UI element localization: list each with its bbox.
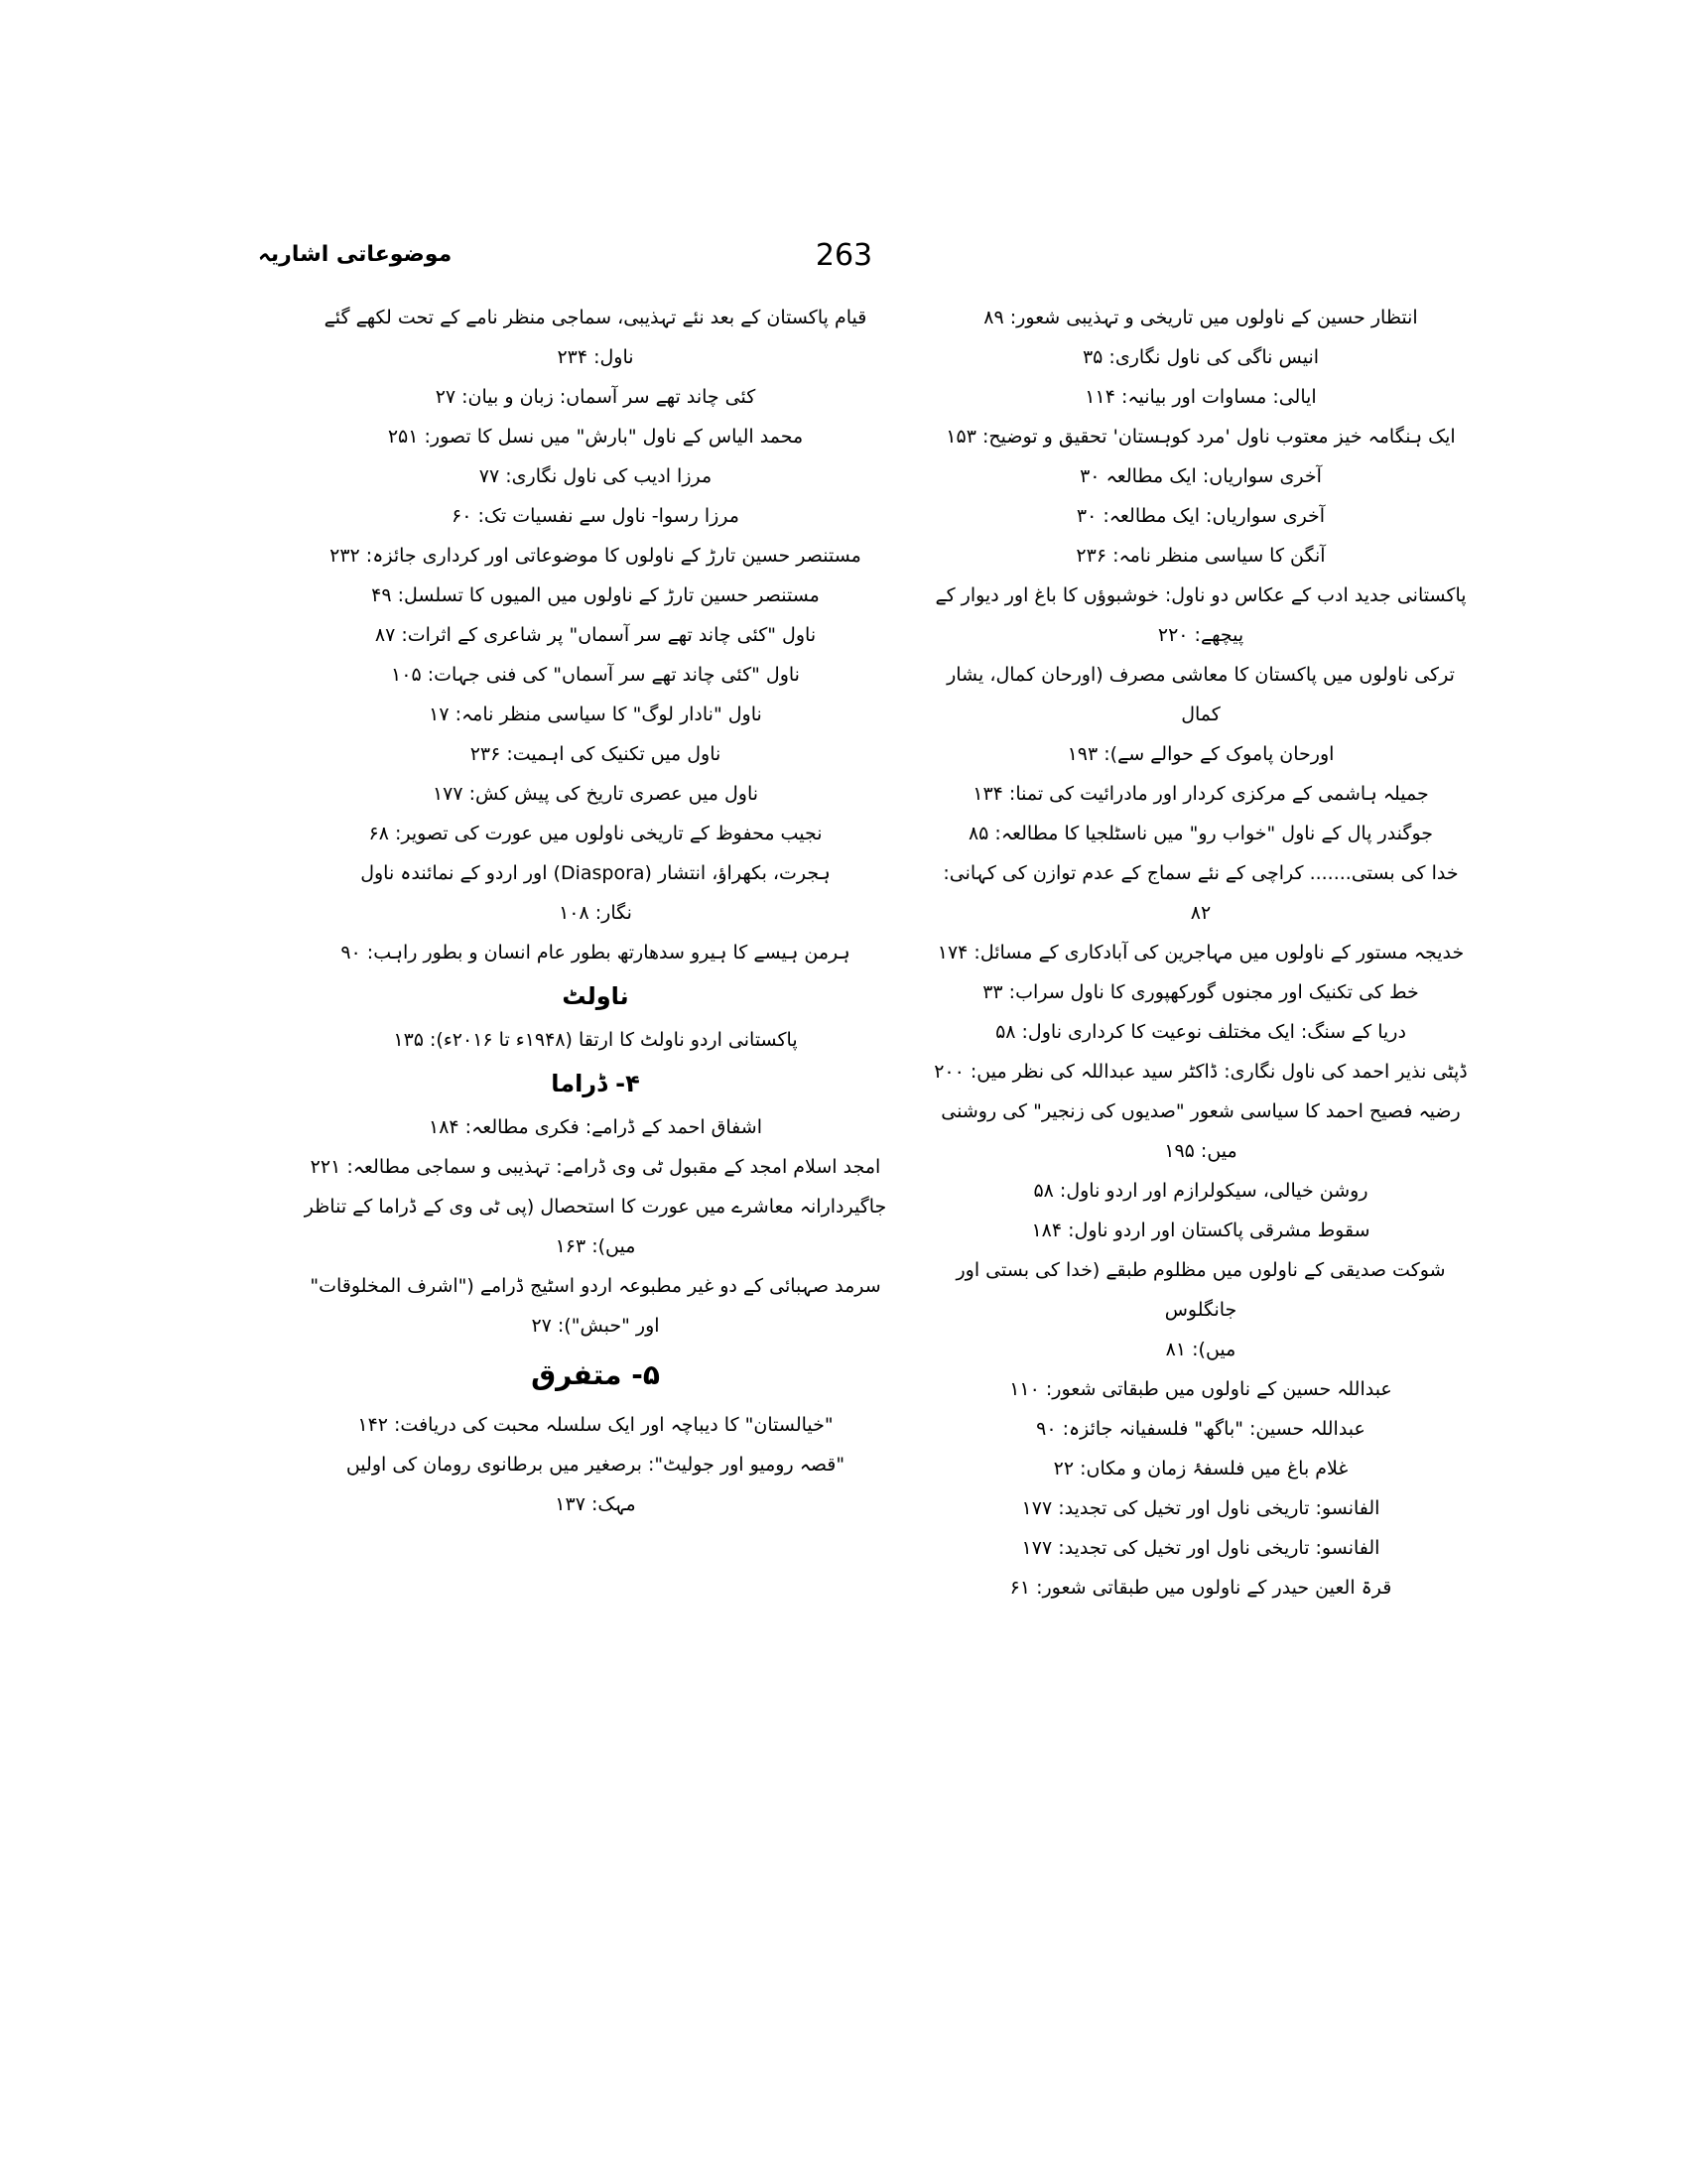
index-entry: ایک ہنگامہ خیز معتوب ناول 'مرد کوہستان' تحقیق و توضیح: ۱۵۳ [946,426,1456,448]
index-entry: ناول میں عصری تاریخ کی پیش کش: ۱۷۷ [432,783,759,805]
index-entry: خط کی تکنیک اور مجنوں گورکھپوری کا ناول سراب: ۳۳ [982,981,1419,1003]
section-heading-misc: ۵- متفرق [531,1358,660,1391]
section-heading-drama: ۴- ڈراما [551,1070,640,1097]
right-column [933,298,1469,1607]
index-title: موضوعاتی اشاریہ [258,242,453,267]
index-entry: مہک: ۱۳۷ [555,1493,636,1515]
index-entry: مرزا رسوا- ناول سے نفسیات تک: ۶۰ [452,505,739,527]
index-entry: عبداللہ حسین: "باگھ" فلسفیانہ جائزہ: ۹۰ [1036,1418,1365,1440]
index-entry: ہجرت، بکھراؤ، انتشار (Diaspora) اور اردو کے نمائندہ ناول [360,862,831,884]
index-entry: اورحان پاموک کے حوالے سے): ۱۹۳ [1067,743,1335,765]
index-entry: رضیہ فصیح احمد کا سیاسی شعور "صدیوں کی زنجیر" کی روشنی میں: ۱۹۵ [941,1100,1461,1162]
index-entry: اشفاق احمد کے ڈرامے: فکری مطالعہ: ۱۸۴ [429,1116,762,1138]
index-entry: میں): ۸۱ [1165,1339,1236,1360]
index-entry: روشن خیالی، سیکولرازم اور اردو ناول: ۵۸ [1033,1180,1368,1202]
index-entry: سقوط مشرقی پاکستان اور اردو ناول: ۱۸۴ [1031,1220,1370,1241]
index-entry: آنگن کا سیاسی منظر نامہ: ۲۳۶ [1076,545,1326,567]
index-entry: خدا کی بستی....... کراچی کے نئے سماج کے عدم توازن کی کہانی: ۸۲ [943,862,1459,924]
index-entry: ڈپٹی نذیر احمد کی ناول نگاری: ڈاکٹر سید عبداللہ کی نظر میں: ۲۰۰ [934,1061,1468,1083]
index-entry: قرۃ العین حیدر کے ناولوں میں طبقاتی شعور: ۶۱ [1009,1577,1392,1599]
index-entry: قیام پاکستان کے بعد نئے تہذیبی، سماجی منظر نامے کے تحت لکھے گئے [324,307,867,328]
index-entry: عبداللہ حسین کے ناولوں میں طبقاتی شعور: ۱۱۰ [1009,1378,1392,1400]
index-entry: ایالی: مساوات اور بیانیہ: ۱۱۴ [1085,386,1317,408]
index-entry: ناول "کئی چاند تھے سر آسماں" پر شاعری کے اثرات: ۸۷ [374,624,817,646]
index-entry: جاگیردارانہ معاشرے میں عورت کا استحصال (پی ٹی وی کے ڈراما کے تناظر [304,1196,887,1218]
index-entry: پیچھے: ۲۲۰ [1157,624,1244,646]
index-entry: سرمد صہبائی کے دو غیر مطبوعہ اردو اسٹیج ڈرامے ("اشرف المخلوقات" [310,1275,881,1297]
index-entry: پاکستانی جدید ادب کے عکاس دو ناول: خوشبوؤں کا باغ اور دیوار کے [935,584,1467,606]
index-entry: مستنصر حسین تارڑ کے ناولوں میں المیوں کا تسلسل: ۴۹ [371,584,820,606]
left-column [298,298,893,1524]
index-entry: آخری سواریاں: ایک مطالعہ ۳۰ [1080,465,1322,487]
index-entry: الفانسو: تاریخی ناول اور تخیل کی تجدید: ۱۷۷ [1021,1537,1380,1559]
index-entry: ہرمن ہیسے کا ہیرو سدھارتھ بطور عام انسان و بطور راہب: ۹۰ [340,942,850,964]
index-entry: الفانسو: تاریخی ناول اور تخیل کی تجدید: ۱۷۷ [1021,1497,1380,1519]
index-entry: جمیلہ ہاشمی کے مرکزی کردار اور مادرائیت کی تمنا: ۱۳۴ [973,783,1429,805]
index-entry: ناول "نادار لوگ" کا سیاسی منظر نامہ: ۱۷ [429,704,762,725]
page-number: 263 [815,238,873,273]
section-heading-novelette: ناولٹ [562,982,629,1010]
index-entry: محمد الیاس کے ناول "بارش" میں نسل کا تصور: ۲۵۱ [387,426,804,448]
index-entry: انتظار حسین کے ناولوں میں تاریخی و تہذیبی شعور: ۸۹ [983,307,1418,328]
index-entry: اور "حبش"): ۲۷ [531,1315,660,1337]
index-entry: خدیجہ مستور کے ناولوں میں مہاجرین کی آبادکاری کے مسائل: ۱۷۴ [937,942,1465,964]
index-entry: غلام باغ میں فلسفۂ زمان و مکاں: ۲۲ [1053,1458,1349,1479]
index-entry: ترکی ناولوں میں پاکستان کا معاشی مصرف (اورحان کمال، یشار کمال [947,664,1455,725]
index-entry: دریا کے سنگ: ایک مختلف نوعیت کا کرداری ناول: ۵۸ [995,1021,1406,1043]
index-entry: کئی چاند تھے سر آسماں: زبان و بیان: ۲۷ [435,386,756,408]
index-entry: ناول میں تکنیک کی اہمیت: ۲۳۶ [469,743,721,765]
index-entry: پاکستانی اردو ناولٹ کا ارتقا (۱۹۴۸ء تا ۲۰۱۶ء): ۱۳۵ [393,1029,798,1051]
index-entry: جوگندر پال کے ناول "خواب رو" میں ناسٹلجیا کا مطالعہ: ۸۵ [968,823,1434,844]
index-entry: نگار: ۱۰۸ [559,902,632,924]
index-entry: شوکت صدیقی کے ناولوں میں مظلوم طبقے (خدا کی بستی اور جانگلوس [956,1259,1446,1321]
index-entry: ناول: ۲۳۴ [557,346,634,368]
index-entry: انیس ناگی کی ناول نگاری: ۳۵ [1082,346,1320,368]
index-entry: امجد اسلام امجد کے مقبول ٹی وی ڈرامے: تہذیبی و سماجی مطالعہ: ۲۲۱ [310,1156,881,1178]
index-entry: مرزا ادیب کی ناول نگاری: ۷۷ [478,465,713,487]
index-entry: نجیب محفوظ کے تاریخی ناولوں میں عورت کی تصویر: ۶۸ [368,823,823,844]
index-entry: آخری سواریاں: ایک مطالعہ: ۳۰ [1076,505,1326,527]
index-entry: میں): ۱۶۳ [555,1235,636,1257]
index-entry: "قصہ رومیو اور جولیٹ": برصغیر میں برطانوی رومان کی اولیں [345,1454,845,1476]
index-entry: ناول "کئی چاند تھے سر آسماں" کی فنی جہات: ۱۰۵ [391,664,800,686]
index-entry: "خیالستان" کا دیباچہ اور ایک سلسلہ محبت کی دریافت: ۱۴۲ [357,1414,834,1436]
index-entry: مستنصر حسین تارڑ کے ناولوں کا موضوعاتی اور کرداری جائزہ: ۲۳۲ [329,545,861,567]
